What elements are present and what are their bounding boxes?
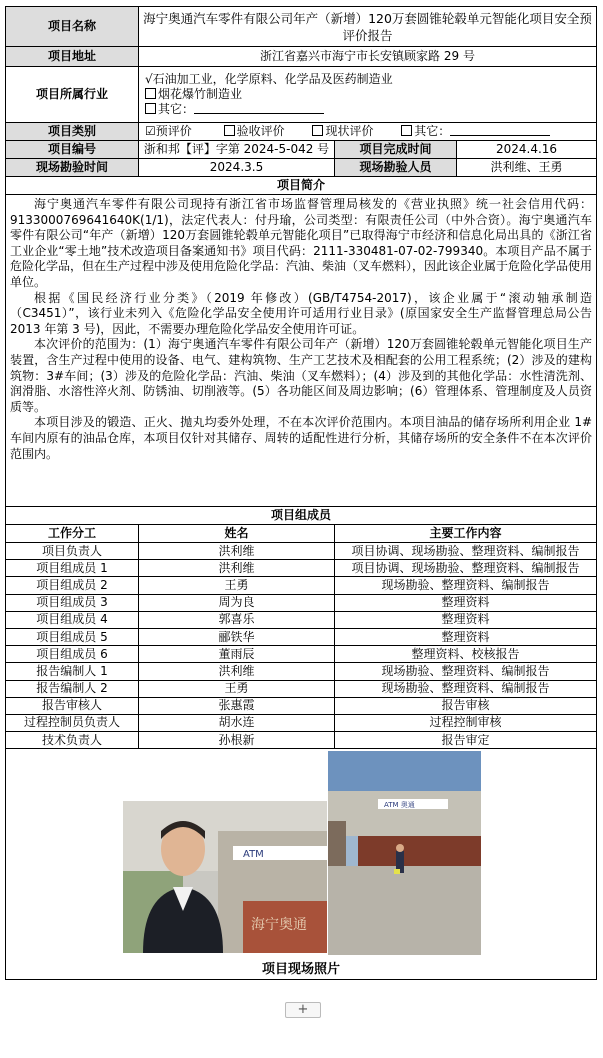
- member-row: [6, 543, 597, 560]
- checkbox-icon: [224, 125, 235, 136]
- member-role: 项目组成员 1: [6, 560, 139, 577]
- member-row: [6, 646, 597, 663]
- survey-people-label: 现场勘验人员: [335, 159, 457, 177]
- member-role: 项目组成员 5: [6, 628, 139, 645]
- member-work: 过程控制审核: [335, 714, 597, 731]
- member-name: 孙根新: [139, 732, 335, 749]
- industry-option-other: 其它：: [145, 102, 593, 117]
- member-role: 项目组成员 3: [6, 594, 139, 611]
- member-name: 郭喜乐: [139, 611, 335, 628]
- photo-sign-text: ATM 奥通: [384, 801, 415, 810]
- member-work: 报告审定: [335, 732, 597, 749]
- category-option-acceptance: 验收评价: [236, 124, 285, 138]
- member-work: 整理资料: [335, 628, 597, 645]
- project-address-value: 浙江省嘉兴市海宁市长安镇顾家路 29 号: [139, 47, 597, 67]
- member-work: 整理资料: [335, 594, 597, 611]
- member-role: 项目组成员 6: [6, 646, 139, 663]
- intro-paragraph: 本项目涉及的锻造、正火、抛丸均委外处理，不在本次评价范围内。本项目油品的储存场所利用企业 1#车间内原有的油品仓库，本项目仅针对其储存、周转的适配性进行分析，其储存场所的安全条件不在本次评价范围内。: [10, 415, 593, 461]
- member-role: 项目组成员 2: [6, 577, 139, 594]
- members-col-name: 姓名: [139, 525, 335, 543]
- member-work: 整理资料: [335, 611, 597, 628]
- member-work: 项目协调、现场勘验、整理资料、编制报告: [335, 543, 597, 560]
- member-role: 报告编制人 1: [6, 663, 139, 680]
- photos-caption: 项目现场照片: [262, 962, 341, 978]
- industry-option-fireworks: 烟花爆竹制造业: [145, 87, 593, 102]
- member-name: 胡水连: [139, 714, 335, 731]
- expand-button[interactable]: +: [285, 1002, 321, 1018]
- member-row: [6, 697, 597, 714]
- member-row: [6, 628, 597, 645]
- project-name-value: 海宁奥通汽车零件有限公司年产（新增）120万套圆锥轮毂单元智能化项目安全预评价报告: [139, 7, 597, 47]
- intro-title: 项目简介: [6, 177, 597, 195]
- project-category-options: [139, 123, 597, 141]
- member-name: 董雨辰: [139, 646, 335, 663]
- member-work: 现场勘验、整理资料、编制报告: [335, 663, 597, 680]
- intro-paragraph: 根据《国民经济行业分类》（2019 年修改）(GB/T4754-2017)，该企业属于“滚动轴承制造（C3451）”，该行业未列入《危险化学品安全使用许可适用行业目录》(原国家安全生产监督管理总局公告 2013 年第 3 号)，因此，不需要办理危险化学品安全使用许可证。: [10, 290, 593, 336]
- photo-stone-text: 海宁奥通: [251, 917, 307, 934]
- project-industry-label: 项目所属行业: [6, 67, 139, 123]
- project-code-value: 浙和邦【评】字第 2024-5-042 号: [139, 141, 335, 159]
- member-row: [6, 714, 597, 731]
- member-work: 报告审核: [335, 697, 597, 714]
- member-name: 洪利维: [139, 663, 335, 680]
- member-name: 洪利维: [139, 543, 335, 560]
- member-work: 项目协调、现场勘验、整理资料、编制报告: [335, 560, 597, 577]
- member-row: [6, 732, 597, 749]
- completion-time-label: 项目完成时间: [335, 141, 457, 159]
- survey-time-label: 现场勘验时间: [6, 159, 139, 177]
- project-info-table: [5, 6, 597, 980]
- project-industry-options: [139, 67, 597, 123]
- category-option-status: 现状评价: [325, 124, 374, 138]
- member-row: [6, 577, 597, 594]
- category-option-other: 其它：: [414, 124, 451, 138]
- member-name: 洪利维: [139, 560, 335, 577]
- site-photo-person: [123, 801, 327, 953]
- survey-people-value: 洪利维、王勇: [457, 159, 597, 177]
- intro-paragraph: 海宁奥通汽车零件有限公司现持有浙江省市场监督管理局核发的《营业执照》统一社会信用代码：9133000769641640K(1/1)，法定代表人：付丹瑜，公司类型：有限责任公司（中外合资）。海宁奥通汽车零件有限公司“年产（新增）120万套圆锥轮毂单元智能化项目”已取得海宁市经济和信息化局出具的《浙江省工业企业“零土地”技术改造项目备案通知书》项目代码：2111-330481-07-02-799340。本项目产品不属于危险化学品，但在生产过程中涉及使用危险化学品：汽油、柴油（叉车燃料），因此该企业属于危险化学品使用单位。: [10, 197, 593, 289]
- category-option-pre: 预评价: [155, 124, 192, 138]
- blank-line: [450, 124, 550, 136]
- member-row: [6, 560, 597, 577]
- member-name: 王勇: [139, 577, 335, 594]
- project-category-label: 项目类别: [6, 123, 139, 141]
- member-work: 现场勘验、整理资料、编制报告: [335, 577, 597, 594]
- member-name: 王勇: [139, 680, 335, 697]
- member-role: 报告审核人: [6, 697, 139, 714]
- members-title: 项目组成员: [6, 507, 597, 525]
- category-checked-icon: ☑: [145, 124, 156, 138]
- site-photo-gate: [328, 751, 481, 955]
- checkbox-icon: [145, 88, 156, 99]
- checkbox-icon: [312, 125, 323, 136]
- photo-sign-text: ATM: [243, 849, 264, 861]
- survey-time-value: 2024.3.5: [139, 159, 335, 177]
- member-name: 郦铁华: [139, 628, 335, 645]
- member-role: 项目组成员 4: [6, 611, 139, 628]
- member-role: 技术负责人: [6, 732, 139, 749]
- intro-paragraph: 本次评价的范围为：(1）海宁奥通汽车零件有限公司年产（新增）120万套圆锥轮毂单元智能化项目生产装置，含生产过程中使用的设备、电气、建构筑物、生产工艺技术及相配套的公用工程系统；(2）涉及的建构筑物：3#车间；(3）涉及的危险化学品：汽油、柴油（叉车燃料）；(4）涉及到的其他化学品：水性清洗剂、润滑脂、水溶性淬火剂、防锈油、切削液等。(5）各功能区间及周边影响；(6）管理体系、管理制度及人员资质等。: [10, 337, 593, 414]
- photos-cell: [6, 749, 597, 980]
- project-name-label: 项目名称: [6, 7, 139, 47]
- members-col-role: 工作分工: [6, 525, 139, 543]
- member-role: 项目负责人: [6, 543, 139, 560]
- member-name: 周为良: [139, 594, 335, 611]
- member-name: 张惠霞: [139, 697, 335, 714]
- member-row: [6, 663, 597, 680]
- intro-body: [6, 195, 597, 507]
- industry-option-chemical: √石油加工业，化学原料、化学品及医药制造业: [145, 72, 393, 86]
- member-row: [6, 594, 597, 611]
- member-role: 过程控制员负责人: [6, 714, 139, 731]
- member-role: 报告编制人 2: [6, 680, 139, 697]
- project-address-label: 项目地址: [6, 47, 139, 67]
- checkbox-icon: [145, 103, 156, 114]
- member-work: 现场勘验、整理资料、编制报告: [335, 680, 597, 697]
- member-work: 整理资料、校核报告: [335, 646, 597, 663]
- completion-time-value: 2024.4.16: [457, 141, 597, 159]
- members-col-work: 主要工作内容: [335, 525, 597, 543]
- blank-line: [194, 102, 324, 114]
- member-row: [6, 611, 597, 628]
- checkbox-icon: [401, 125, 412, 136]
- member-row: [6, 680, 597, 697]
- project-code-label: 项目编号: [6, 141, 139, 159]
